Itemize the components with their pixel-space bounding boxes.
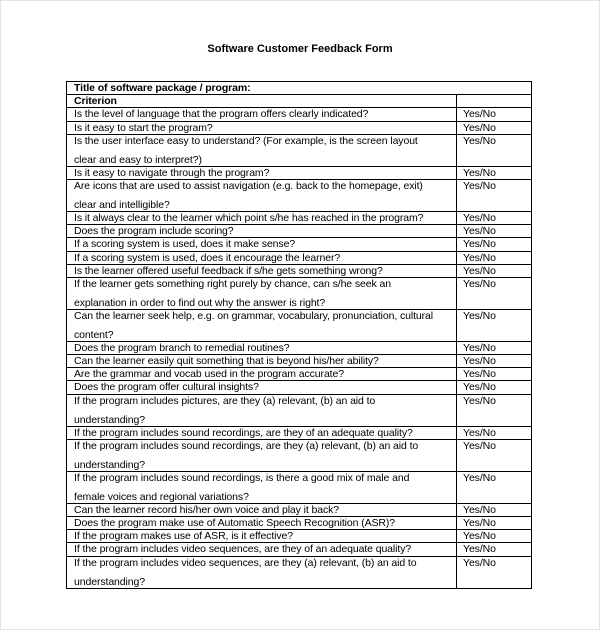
answer-cell[interactable]: Yes/No xyxy=(457,211,532,224)
criterion-text: Is the learner offered useful feedback if s/he gets something wrong? xyxy=(74,264,383,277)
answer-cell[interactable]: Yes/No xyxy=(457,503,532,516)
criterion-text: If the program includes video sequences, are they of an adequate quality? xyxy=(74,543,412,556)
criterion-cell xyxy=(67,108,457,121)
criterion-text: Are the grammar and vocab used in the program accurate? xyxy=(74,368,344,381)
criterion-text: Is it easy to navigate through the program? xyxy=(74,166,270,179)
criterion-header-row xyxy=(67,95,532,108)
criterion-text-continued: clear and easy to interpret?) xyxy=(74,153,202,166)
criterion-cell xyxy=(67,517,457,530)
answer-cell[interactable]: Yes/No xyxy=(457,121,532,134)
table-row xyxy=(67,211,532,224)
table-row xyxy=(67,471,532,503)
answer-cell[interactable]: Yes/No xyxy=(457,108,532,121)
answer-cell[interactable]: Yes/No xyxy=(457,251,532,264)
table-row xyxy=(67,309,532,341)
answer-cell[interactable]: Yes/No xyxy=(457,381,532,394)
table-row xyxy=(67,439,532,471)
table-row xyxy=(67,394,532,426)
criterion-cell xyxy=(67,179,457,211)
criterion-text-continued: female voices and regional variations? xyxy=(74,490,249,503)
criterion-text: Can the learner record his/her own voice and play it back? xyxy=(74,503,340,516)
criterion-cell xyxy=(67,543,457,556)
criterion-text-continued: understanding? xyxy=(74,413,145,426)
criterion-text-continued: understanding? xyxy=(74,458,145,471)
table-row xyxy=(67,530,532,543)
answer-cell[interactable]: Yes/No xyxy=(457,426,532,439)
table-row xyxy=(67,543,532,556)
answer-cell[interactable]: Yes/No xyxy=(457,556,532,588)
criterion-text: Are icons that are used to assist navigation (e.g. back to the homepage, exit) xyxy=(74,179,423,192)
criterion-text: If the program includes sound recordings, is there a good mix of male and xyxy=(74,471,410,484)
answer-cell[interactable]: Yes/No xyxy=(457,134,532,166)
table-row xyxy=(67,355,532,368)
table-row xyxy=(67,225,532,238)
criterion-cell xyxy=(67,238,457,251)
answer-cell[interactable]: Yes/No xyxy=(457,341,532,354)
criterion-text-continued: explanation in order to find out why the answer is right? xyxy=(74,296,326,309)
table-row xyxy=(67,341,532,354)
table-row xyxy=(67,264,532,277)
table-row xyxy=(67,426,532,439)
criterion-cell xyxy=(67,471,457,503)
criterion-text: If the program includes sound recordings, are they of an adequate quality? xyxy=(74,426,413,439)
answer-cell[interactable]: Yes/No xyxy=(457,238,532,251)
criterion-text: If the program makes use of ASR, is it effective? xyxy=(74,530,294,543)
document-title: Software Customer Feedback Form xyxy=(207,43,393,55)
table-row xyxy=(67,166,532,179)
table-row xyxy=(67,381,532,394)
criterion-cell xyxy=(67,211,457,224)
answer-cell[interactable]: Yes/No xyxy=(457,439,532,471)
criterion-text: Can the learner seek help, e.g. on grammar, vocabulary, pronunciation, cultural xyxy=(74,309,434,322)
table-row xyxy=(67,517,532,530)
criterion-text: Can the learner easily quit something that is beyond his/her ability? xyxy=(74,355,379,368)
criterion-text-continued: understanding? xyxy=(74,575,145,588)
criterion-text: Does the program offer cultural insights? xyxy=(74,381,259,394)
table-row xyxy=(67,251,532,264)
criterion-text: Is the level of language that the program offers clearly indicated? xyxy=(74,108,369,121)
criterion-text: Does the program include scoring? xyxy=(74,225,234,238)
table-row xyxy=(67,238,532,251)
answer-cell[interactable]: Yes/No xyxy=(457,264,532,277)
answer-cell[interactable]: Yes/No xyxy=(457,309,532,341)
table-row xyxy=(67,134,532,166)
criterion-cell xyxy=(67,381,457,394)
criterion-text: Does the program make use of Automatic Speech Recognition (ASR)? xyxy=(74,517,396,529)
criterion-cell xyxy=(67,355,457,368)
criterion-cell xyxy=(67,426,457,439)
criterion-cell xyxy=(67,530,457,543)
table-row xyxy=(67,556,532,588)
criterion-text-continued: clear and intelligible? xyxy=(74,198,170,211)
answer-cell[interactable]: Yes/No xyxy=(457,368,532,381)
table-row xyxy=(67,277,532,309)
package-title-row xyxy=(67,82,532,95)
criterion-cell xyxy=(67,134,457,166)
answer-cell[interactable]: Yes/No xyxy=(457,530,532,543)
answer-cell[interactable]: Yes/No xyxy=(457,179,532,211)
answer-cell[interactable]: Yes/No xyxy=(457,225,532,238)
criterion-text: Is it easy to start the program? xyxy=(74,121,213,134)
criterion-cell xyxy=(67,251,457,264)
table-row xyxy=(67,121,532,134)
criterion-cell xyxy=(67,277,457,309)
answer-cell[interactable]: Yes/No xyxy=(457,166,532,179)
answer-cell[interactable]: Yes/No xyxy=(457,277,532,309)
criterion-text: Is the user interface easy to understand? (For example, is the screen layout xyxy=(74,134,418,147)
answer-cell[interactable]: Yes/No xyxy=(457,355,532,368)
criterion-cell xyxy=(67,121,457,134)
criterion-cell xyxy=(67,309,457,341)
criterion-text: Is it always clear to the learner which point s/he has reached in the program? xyxy=(74,211,424,224)
table-row xyxy=(67,503,532,516)
criterion-text: If the program includes pictures, are they (a) relevant, (b) an aid to xyxy=(74,394,376,407)
criterion-text: Does the program branch to remedial routines? xyxy=(74,341,290,354)
criterion-cell xyxy=(67,503,457,516)
criterion-cell xyxy=(67,264,457,277)
table-row xyxy=(67,179,532,211)
package-title-label[interactable]: Title of software package / program: xyxy=(67,82,532,95)
answer-header xyxy=(457,95,532,108)
answer-cell[interactable]: Yes/No xyxy=(457,517,532,530)
criterion-cell xyxy=(67,368,457,381)
answer-cell[interactable]: Yes/No xyxy=(457,543,532,556)
criterion-text: If a scoring system is used, does it make sense? xyxy=(74,238,296,251)
criterion-text: If the program includes sound recordings, are they (a) relevant, (b) an aid to xyxy=(74,439,419,452)
criterion-cell xyxy=(67,556,457,588)
answer-cell[interactable]: Yes/No xyxy=(457,394,532,426)
criterion-header: Criterion xyxy=(67,95,457,108)
table-row xyxy=(67,108,532,121)
criterion-text-continued: content? xyxy=(74,328,114,341)
criterion-text: If a scoring system is used, does it encourage the learner? xyxy=(74,251,341,264)
criterion-cell xyxy=(67,166,457,179)
criterion-cell xyxy=(67,341,457,354)
criterion-text: If the program includes video sequences, are they (a) relevant, (b) an aid to xyxy=(74,556,417,569)
criterion-cell xyxy=(67,394,457,426)
table-row xyxy=(67,368,532,381)
criterion-cell xyxy=(67,225,457,238)
feedback-table xyxy=(66,81,532,589)
answer-cell[interactable]: Yes/No xyxy=(457,471,532,503)
criterion-text: If the learner gets something right purely by chance, can s/he seek an xyxy=(74,277,391,290)
criterion-cell xyxy=(67,439,457,471)
